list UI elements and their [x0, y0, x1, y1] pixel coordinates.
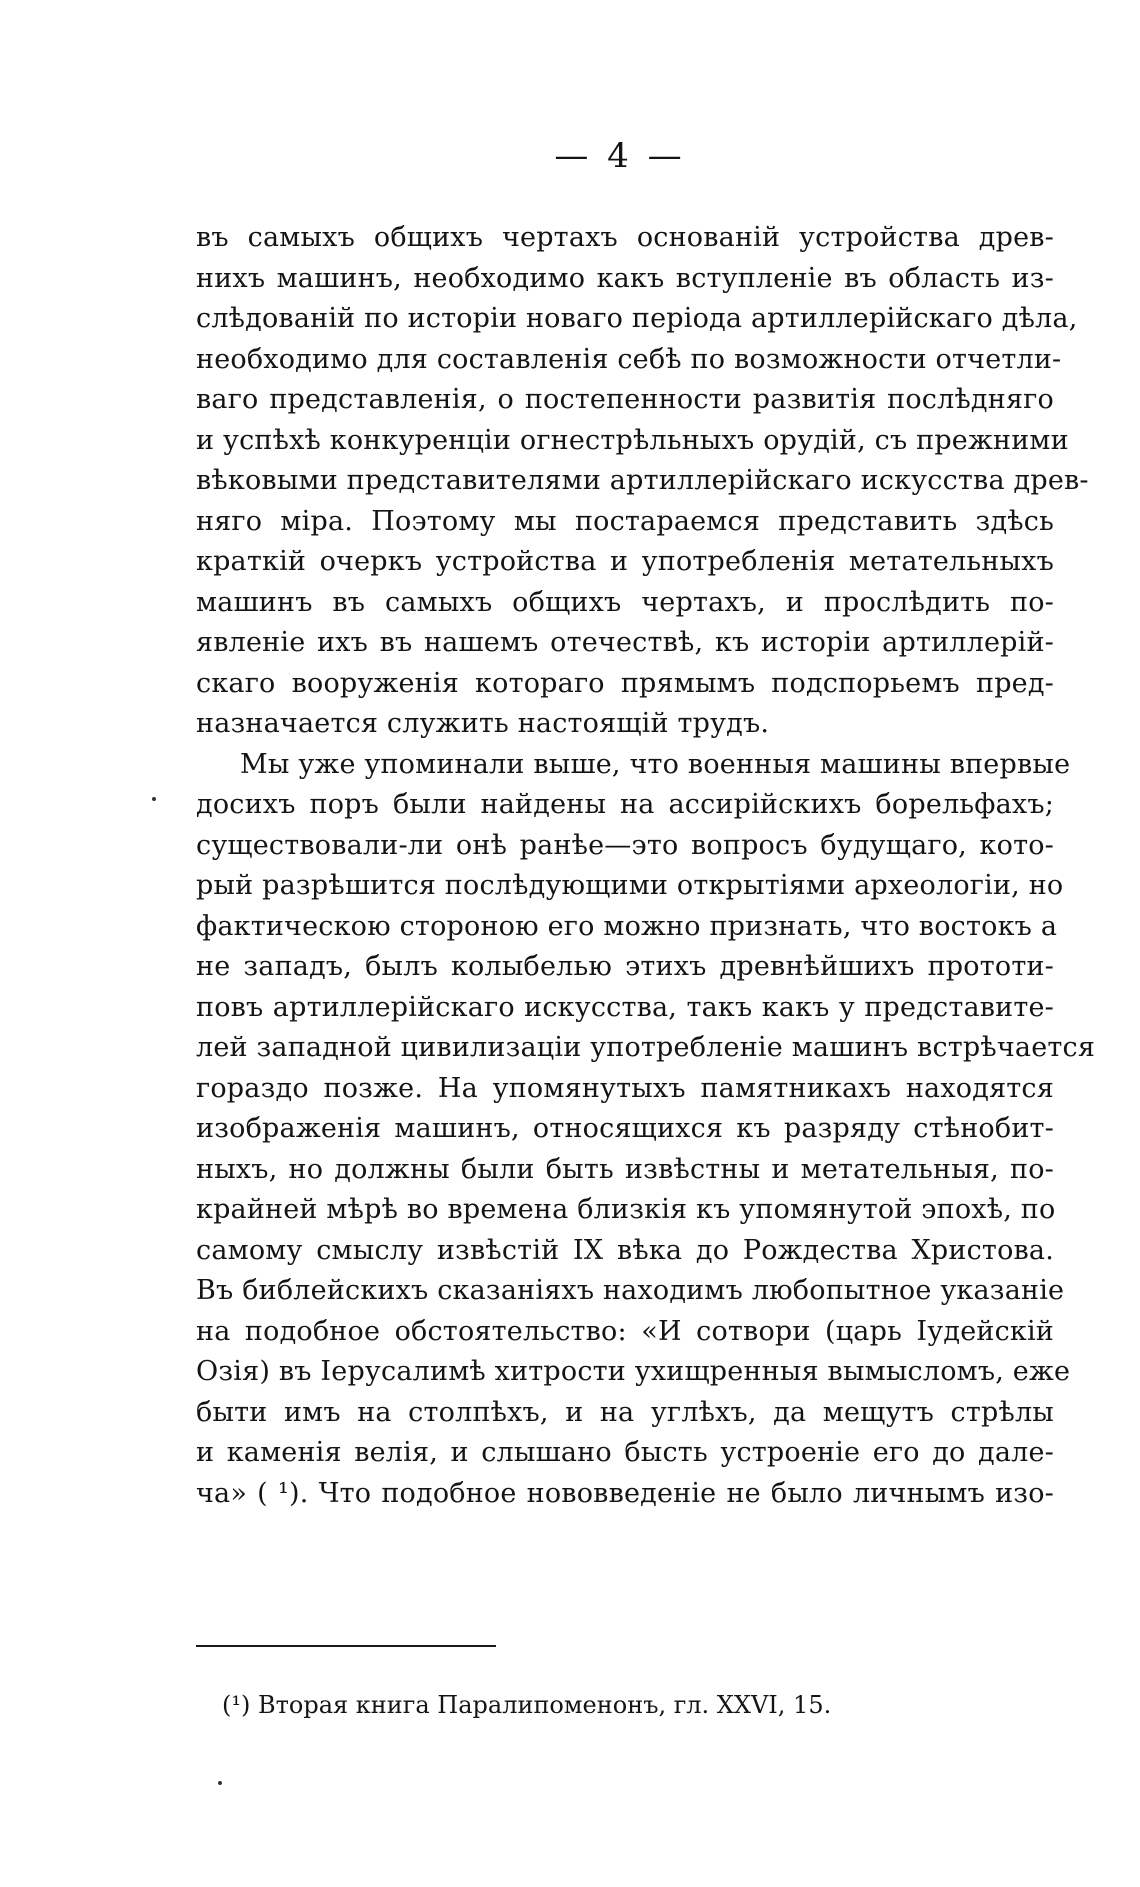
text-line: краткій очеркъ устройства и употребленія метательныхъ — [196, 546, 1054, 577]
text-line: нихъ машинъ, необходимо какъ вступленіе въ область из- — [196, 262, 1054, 294]
text-line: назначается служить настоящій трудъ. — [196, 708, 770, 739]
text-line: быти имъ на столпѣхъ, и на углѣхъ, да мещутъ стрѣлы — [196, 1396, 1054, 1428]
text-line: рый разрѣшится послѣдующими открытіями археологіи, но — [196, 870, 1064, 901]
page-number: — 4 — — [554, 136, 686, 176]
scan-speck — [152, 797, 156, 801]
text-line: повъ артиллерійскаго искусства, такъ какъ у представите- — [196, 991, 1054, 1023]
text-line: Озія) въ Іерусалимѣ хитрости ухищренныя вымысломъ, еже — [196, 1356, 1071, 1387]
text-line: Мы уже упоминали выше, что военныя машины впервые — [240, 748, 1071, 780]
text-line: скаго вооруженія котораго прямымъ подспорьемъ пред- — [196, 667, 1054, 699]
text-line: слѣдованій по исторіи новаго періода артиллерійскаго дѣла, — [196, 303, 1078, 334]
text-line: ныхъ, но должны были быть извѣстны и метательныя, по- — [196, 1153, 1054, 1185]
text-line: въ самыхъ общихъ чертахъ основаній устройства древ- — [196, 222, 1054, 253]
text-line: крайней мѣрѣ во времена близкія къ упомянутой эпохѣ, по — [196, 1194, 1056, 1225]
text-line: машинъ въ самыхъ общихъ чертахъ, и прослѣдить по- — [196, 586, 1054, 618]
text-line: ваго представленія, о постепенности развитія послѣдняго — [196, 384, 1054, 415]
text-line: и успѣхѣ конкуренціи огнестрѣльныхъ орудій, съ прежними — [196, 424, 1069, 456]
text-line: фактическою стороною его можно признать, что востокъ а — [196, 910, 1058, 942]
scan-speck — [218, 1781, 222, 1785]
text-line: вѣковыми представителями артиллерійскаго искусства древ- — [196, 465, 1089, 496]
body-text — [196, 218, 1096, 1514]
footnote-divider — [196, 1645, 496, 1647]
text-line: Въ библейскихъ сказаніяхъ находимъ любопытное указаніе — [196, 1275, 1065, 1306]
text-line: необходимо для составленія себѣ по возможности отчетли- — [196, 343, 1062, 375]
text-line: ча» ( ¹). Что подобное нововведеніе не было личнымъ изо- — [196, 1477, 1054, 1509]
text-line: изображенія машинъ, относящихся къ разряду стѣнобит- — [196, 1113, 1054, 1144]
text-line: не западъ, былъ колыбелью этихъ древнѣйшихъ прототи- — [196, 951, 1054, 982]
text-line: досихъ поръ были найдены на ассирійскихъ борельфахъ; — [196, 789, 1054, 820]
text-line: и каменія велія, и слышано бысть устроеніе его до дале- — [196, 1437, 1054, 1468]
text-line: няго міра. Поэтому мы постараемся представить здѣсь — [196, 505, 1054, 537]
footnote: (¹) Вторая книга Паралипоменонъ, гл. XXVI, 15. — [222, 1691, 832, 1719]
text-line: существовали-ли онѣ ранѣе—это вопросъ будущаго, кото- — [196, 829, 1054, 861]
text-line: на подобное обстоятельство: «И сотвори (царь Іудейскій — [196, 1315, 1054, 1347]
text-line: явленіе ихъ въ нашемъ отечествѣ, къ исторіи артиллерій- — [196, 627, 1054, 658]
text-line: гораздо позже. На упомянутыхъ памятникахъ находятся — [196, 1072, 1054, 1104]
text-line: лей западной цивилизаціи употребленіе машинъ встрѣчается — [196, 1032, 1096, 1063]
text-line: самому смыслу извѣстій IX вѣка до Рождества Христова. — [196, 1234, 1054, 1266]
